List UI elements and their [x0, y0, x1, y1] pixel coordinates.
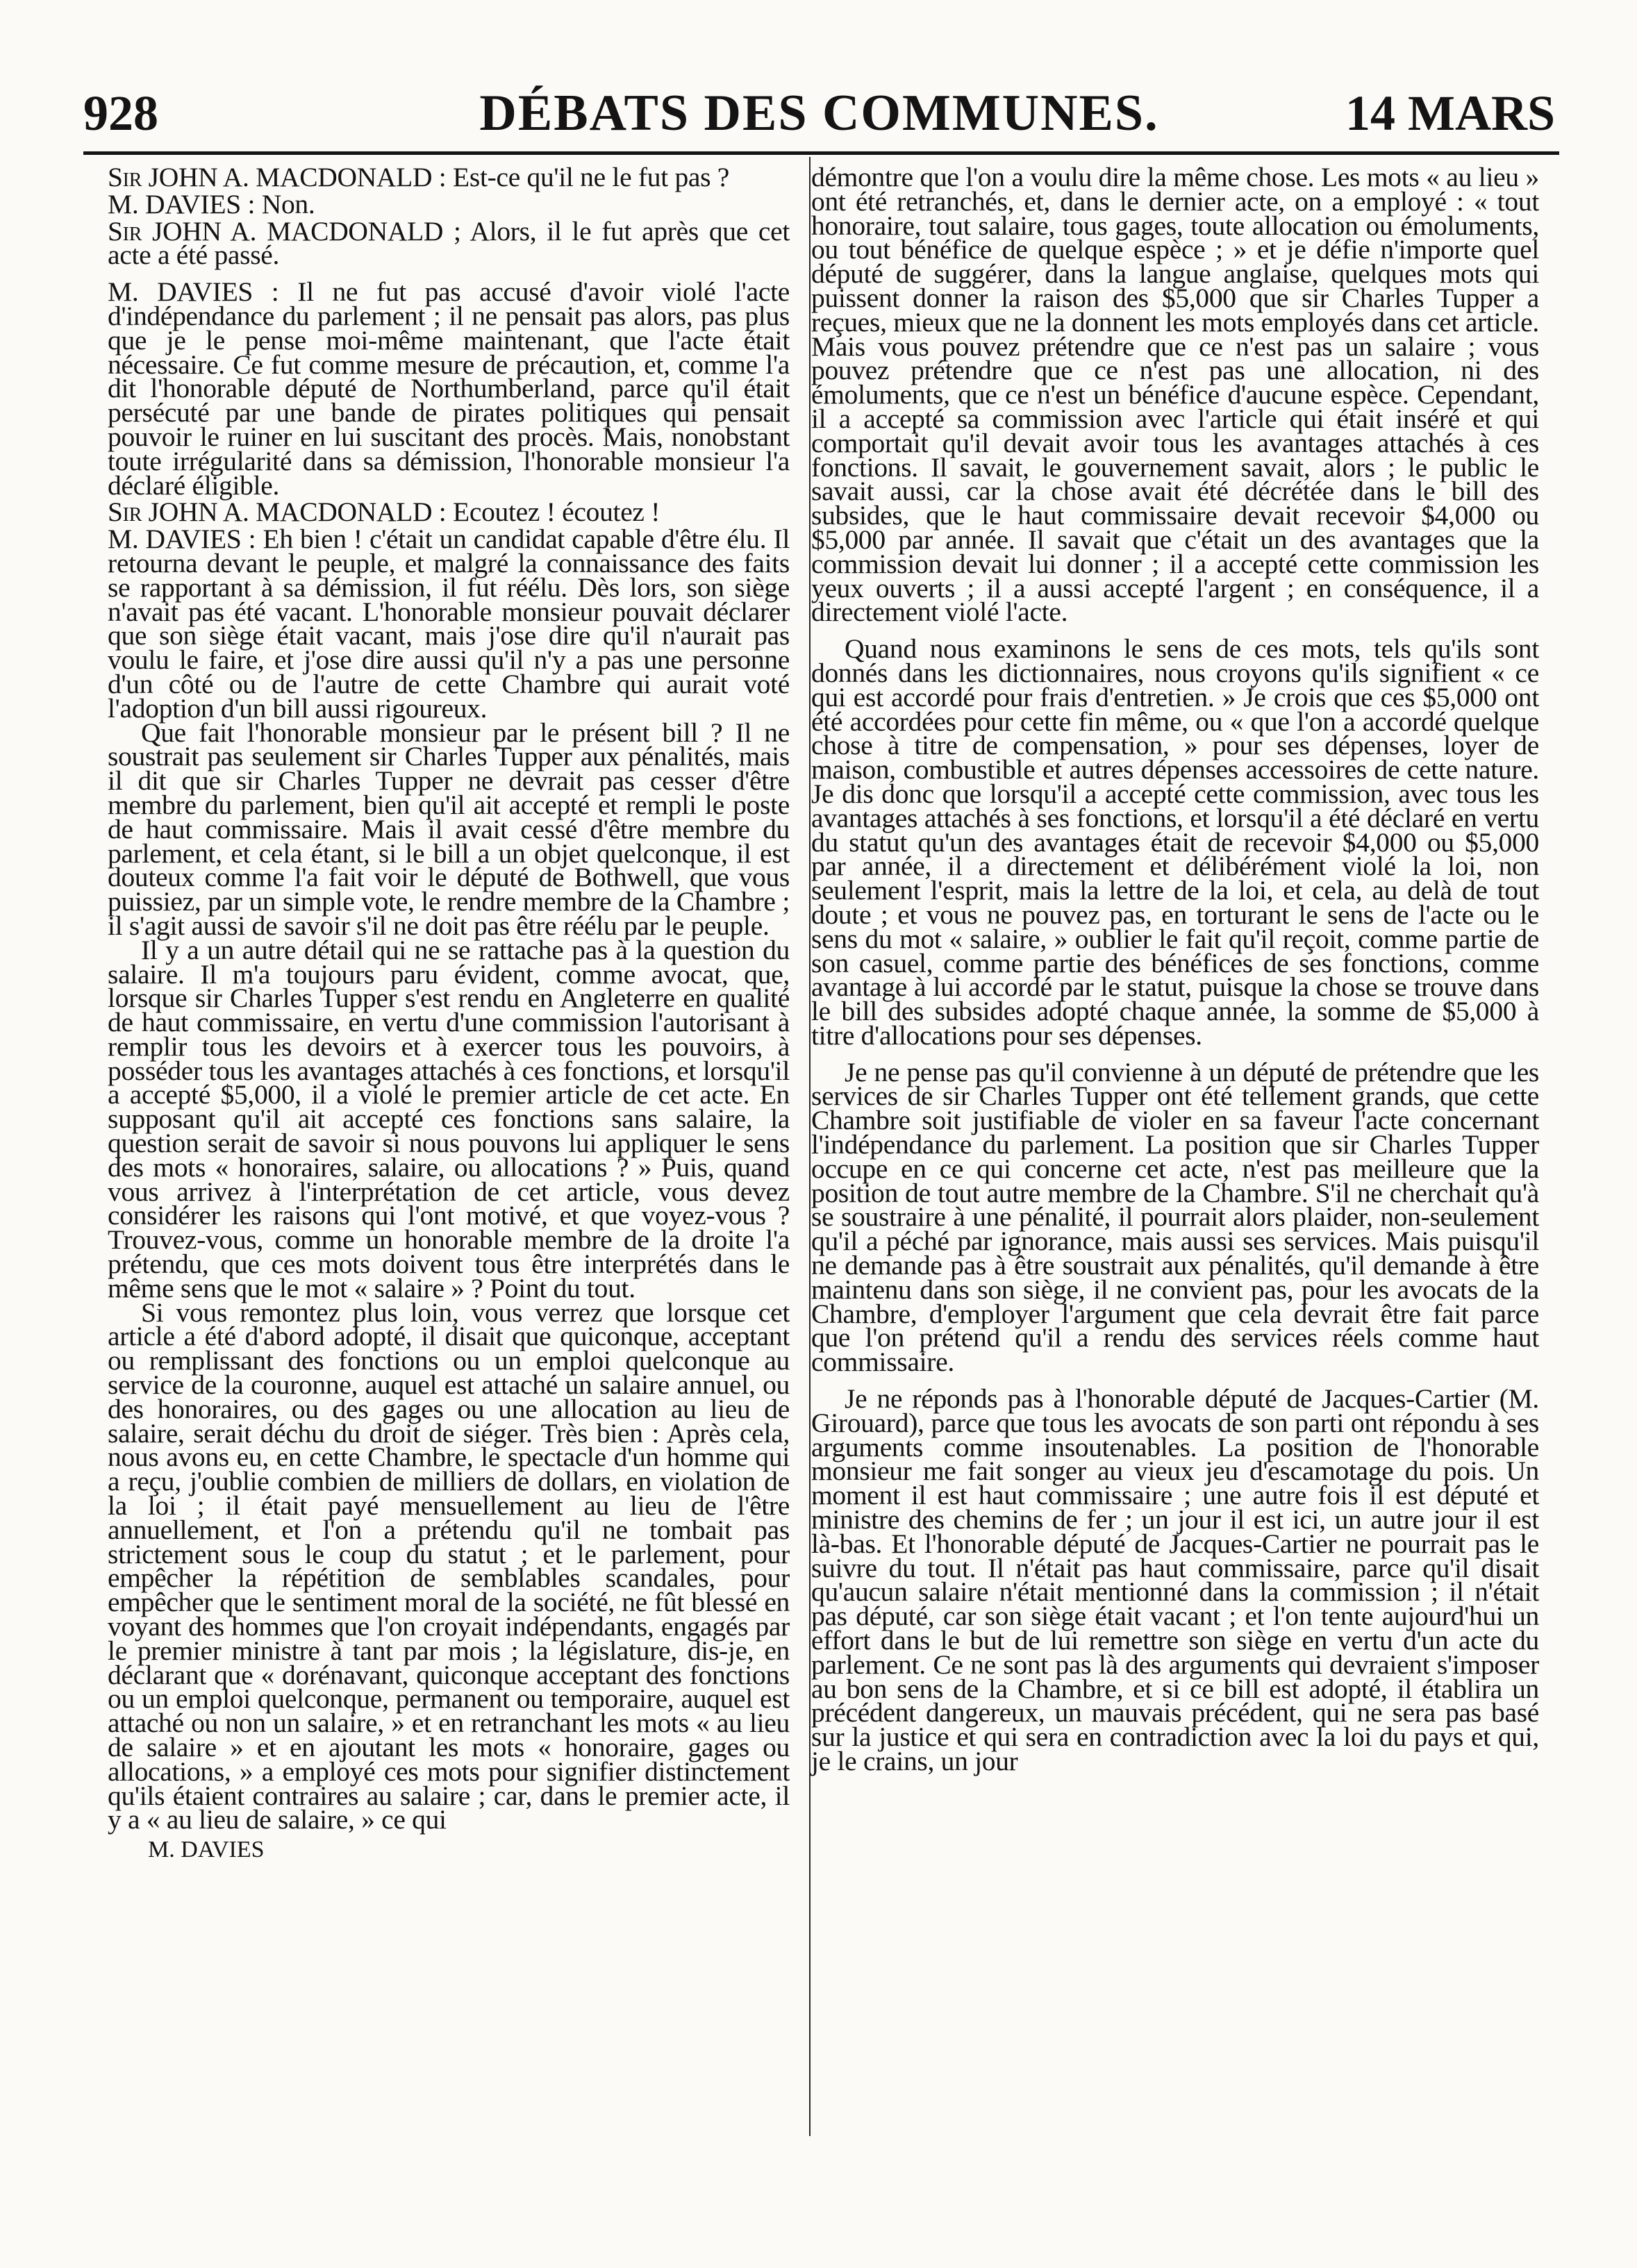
paragraph: [811, 162, 1539, 628]
speaker-name: M. DAVIES :: [108, 188, 256, 219]
speaker-name: Sir JOHN A. MACDONALD :: [108, 497, 447, 528]
paragraph: [108, 215, 790, 271]
paragraph-text: Eh bien ! c'était un candidat capable d'être élu. Il retourna devant le peuple, et malgré la connaissance des faits se rapportant à sa démission, il fut réélu. Dès lors, son siège n'avait pas été vacant. L'honorable monsieur pouvait déclarer que son siège était vacant, mais j'ose dire qu'il n'aurait pas voulu le faire, et j'ose dire aussi qu'il n'y a pas une personne d'un côté ou de l'autre de cette Chambre qui aurait voté l'adoption d'un bill aussi rigoureux.: [108, 524, 790, 724]
speaker-name: M. DAVIES :: [108, 524, 256, 555]
paragraph: [108, 497, 790, 528]
column-divider: [809, 157, 811, 2136]
paragraph-text: Est-ce qu'il ne le fut pas ?: [453, 162, 730, 192]
running-foot: M. DAVIES: [148, 1837, 265, 1863]
paragraph-text: Il y a un autre détail qui ne se rattache pas à la question du salaire. Il m'a toujours paru évident, comme avocat, que, lorsque sir Charles Tupper s'est rendu en Angleterre en qualité de haut commissaire, en vertu d'une commission l'autorisant à remplir tous les devoirs et à exercer tous les pouvoirs, à posséder tous les avantages attachés à ces fonctions, et lorsqu'il a accepté $5,000, il a violé le premier article de cet acte. En supposant qu'il ait accepté ces fonctions sans salaire, la question serait de savoir si nous pouvons lui appliquer le sens des mots « honoraires, salaire, ou allocations ? » Puis, quand vous arrivez à l'interprétation de cet article, vous devez considérer les raisons qui l'ont motivé, et que voyez-vous ? Trouvez-vous, comme un honorable membre de la droite l'a prétendu, que ces mots doivent tous être interprétés dans le même sens que le mot « salaire » ? Point du tout.: [108, 934, 790, 1303]
header-rule: [83, 151, 1559, 155]
paragraph-text: démontre que l'on a voulu dire la même chose. Les mots « au lieu » ont été retranchés, et, dans le dernier acte, on a employé : « tout honoraire, tout salaire, tous gages, toute allocation ou émoluments, ou tout bénéfice de quelque espèce ; » et je défie n'importe quel député de suggérer, dans la langue anglaise, quelques mots qui puissent donner la raison des $5,000 que sir Charles Tupper a reçues, mieux que ne la donnent les mots employés dans cet article. Mais vous pouvez prétendre que ce n'est pas un salaire ; vous pouvez prétendre que ce n'est pas une allocation, ni des émoluments, que ce n'est un bénéfice d'aucune espèce. Cependant, il a accepté sa commission avec l'article qui était inséré et qui comportait qu'il devait avoir tous les avantages attachés à ces fonctions. Il savait, le gouvernement savait, alors ; le public le savait aussi, car la chose avait été décrétée dans le bill des subsides, que le haut commissaire devait recevoir $4,000 ou $5,000 par année. Il savait que c'était un des avantages que la commission devait lui donner ; il a accepté cette commission les yeux ouverts ; il a aussi accepté l'argent ; en conséquence, il a directement violé l'acte.: [811, 162, 1539, 628]
paragraph: [108, 934, 790, 1303]
paragraph-text: Quand nous examinons le sens de ces mots, tels qu'ils sont donnés dans les dictionnaires, nous croyons qu'ils signifient « ce qui est accordé pour frais d'entretien. » Je crois que ces $5,000 ont été accordées pour cette fin même, ou « que l'on a accordé quelque chose à titre de compensation, » pour ses dépenses, loyer de maison, combustible et autres dépenses accessoires de cette nature. Je dis donc que lorsqu'il a accepté cette commission, avec tous les avantages attachés à ses fonctions, et lorsqu'il a été déclaré en vertu du statut qu'un des avantages était de recevoir $4,000 ou $5,000 par année, il a directement et délibérément violé la loi, non seulement l'esprit, mais la lettre de la loi, et cela, au delà de tout doute ; et vous ne pouvez pas, en torturant le sens de l'acte ou le sens du mot « salaire, » oublier le fait qu'il reçoit, comme partie de son casuel, comme partie des bénéfices de ses fonctions, comme avantage à lui accordé par le statut, puisque la chose se trouve dans le bill des subsides adopté chaque année, la somme de $5,000 à titre d'allocations pour ses dépenses.: [811, 633, 1539, 1051]
paragraph: [108, 717, 790, 941]
paragraph-text: Je ne pense pas qu'il convienne à un député de prétendre que les services de sir Charles Tupper ont été tellement grands, que cette Chambre soit justifiable de violer en sa faveur l'acte concernant l'indépendance du parlement. La position que sir Charles Tupper occupe en ce qui concerne cet acte, n'est pas meilleure que la position de tout autre membre de la Chambre. S'il ne cherchait qu'à se soustraire à une pénalité, il pourrait alors plaider, non-seulement qu'il a péché par ignorance, mais aussi ses services. Mais puisqu'il ne demande pas à être soustrait aux pénalités, qu'il demande à être maintenu dans son siège, il ne convient pas, pour les avocats de la Chambre, d'employer l'argument que cela devrait être fait parce que l'on prétend qu'il a rendu des services réels comme haut commissaire.: [811, 1056, 1539, 1378]
running-head: [83, 82, 1555, 144]
paragraph-text: Ecoutez ! écoutez !: [453, 497, 660, 528]
paragraph: [811, 1056, 1539, 1378]
paragraph-text: Si vous remontez plus loin, vous verrez que lorsque cet article a été d'abord adopté, il disait que quiconque, acceptant ou remplissant des fonctions ou un emploi quelconque au service de la couronne, auquel est attaché un salaire annuel, ou des honoraires, ou des gages ou une allocation au lieu de salaire, serait déchu du droit de siéger. Très bien : Après cela, nous avons eu, en cette Chambre, le spectacle d'un homme qui a reçu, j'oublie combien de milliers de dollars, en violation de la loi ; il était payé mensuellement au lieu de l'être annuellement, et l'on a prétendu qu'il ne tombait pas strictement sous le coup du statut ; et le parlement, pour empêcher la répétition de semblables scandales, pour empêcher que le sentiment moral de la société, ne fût blessé en voyant des hommes que l'on croyait indépendants, engagés par le premier ministre à tant par mois ; la législature, dis-je, en déclarant que « dorénavant, quiconque acceptant des fonctions ou un emploi quelconque, permanent ou temporaire, auquel est attaché ou non un salaire, » et en retranchant les mots « au lieu de salaire » et en ajoutant les mots « honoraire, gages ou allocations, » a employé ces mots pour signifier distinctement qu'ils étaient contraires au salaire ; car, dans le premier acte, il y a « au lieu de salaire, » ce qui: [108, 1296, 790, 1835]
paragraph: [108, 276, 790, 501]
paragraph: [811, 1383, 1539, 1776]
page-date: 14 MARS: [1345, 85, 1555, 141]
paragraph-text: Non.: [261, 188, 315, 219]
journal-title: DÉBATS DES COMMUNES.: [479, 85, 1159, 142]
paragraph: [108, 162, 790, 192]
paragraph-text: Je ne réponds pas à l'honorable député de Jacques-Cartier (M. Girouard), parce que tous les avocats de son parti ont répondu à ses arguments comme insoutenables. La position de l'honorable monsieur me fait songer au vieux jeu d'escamotage du pois. Un moment il est haut commissaire ; une autre fois il est député et ministre des chemins de fer ; un jour il est ici, un autre jour il est là-bas. Et l'honorable député de Jacques-Cartier ne pourrait pas le suivre du tout. Il n'était pas haut commissaire, parce qu'il disait qu'aucun salaire n'était mentionné dans la commission ; il n'était pas député, car son siège était vacant ; et l'on tente aujourd'hui un effort dans le but de lui remettre son siège en vertu d'un acte du parlement. Ce ne sont pas là des arguments qui devraient s'imposer au bon sens de la Chambre, et si ce bill est adopté, il établira un précédent dangereux, un mauvais précédent, qui ne sera pas basé sur la justice et qui sera en contradiction avec la loi du pays et qui, je le crains, un jour: [811, 1383, 1539, 1776]
speaker-name: Sir JOHN A. MACDONALD :: [108, 162, 447, 192]
right-column: [811, 162, 1539, 1776]
paragraph-text: Que fait l'honorable monsieur par le présent bill ? Il ne soustrait pas seulement sir Charles Tupper aux pénalités, mais il dit que sir Charles Tupper ne devrait pas cesser d'être membre du parlement, bien qu'il ait accepté et rempli le poste de haut commissaire. Mais il avait cessé d'être membre du parlement, et cela étant, si le bill a un objet quelconque, il est douteux comme l'a fait voir le député de Bothwell, que vous puissiez, par un simple vote, le rendre membre de la Chambre ; il s'agit aussi de savoir s'il ne doit pas être réélu par le peuple.: [108, 717, 790, 941]
paragraph: [108, 188, 790, 219]
paragraph: [108, 1296, 790, 1835]
page-number: 928: [83, 85, 158, 141]
paragraph-text: Il ne fut pas accusé d'avoir violé l'acte d'indépendance du parlement ; il ne pensait pas alors, pas plus que je le pense moi-même maintenant, que l'acte était nécessaire. Ce fut comme mesure de précaution, et, comme l'a dit l'honorable député de Northumberland, parce qu'il était persécuté par une bande de pirates politiques qui pensait pouvoir le ruiner en lui suscitant des procès. Mais, nonobstant toute irrégularité dans sa démission, l'honorable monsieur l'a déclaré éligible.: [108, 276, 790, 501]
paragraph-text: Alors, il le fut après que cet acte a été passé.: [108, 215, 790, 271]
speaker-name: Sir JOHN A. MACDONALD ;: [108, 215, 461, 247]
left-column: [108, 162, 790, 1864]
paragraph: [108, 524, 790, 724]
paragraph: [811, 633, 1539, 1051]
speaker-name: M. DAVIES :: [108, 276, 279, 308]
